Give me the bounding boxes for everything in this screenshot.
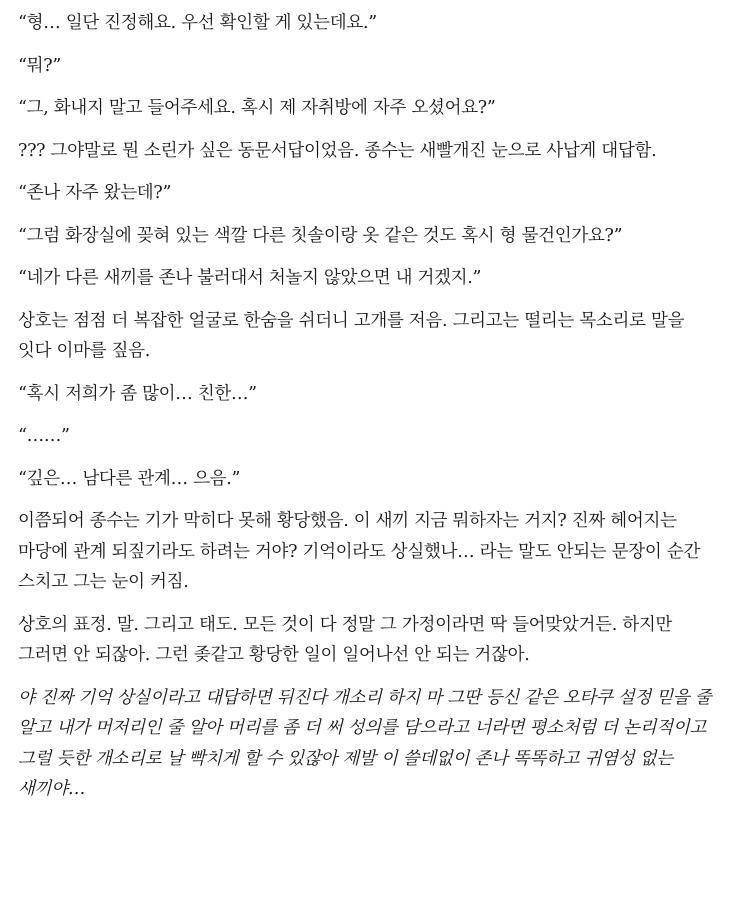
paragraph: ??? 그야말로 뭔 소린가 싶은 동문서답이었음. 종수는 새빨개진 눈으로 사납게 대답함. — [18, 140, 657, 161]
paragraph: “……” — [18, 426, 70, 446]
paragraph: “형… 일단 진정해요. 우선 확인할 게 있는데요.” — [18, 13, 377, 33]
italic-paragraph: 야 진짜 기억 상실이라고 대답하면 뒤진다 개소리 하지 마 그딴 등신 같은 오타쿠 설정 믿을 줄 알고 내가 머저리인 줄 알아 머리를 좀 더 써 성의를 담으라고 너라면 평소처럼 더 논리적이고 그럴 듯한 개소리로 날 빡치게 할 수 있잖아 제발 이 쓸데없이 존나 똑똑하고 귀염성 없는 새끼야… — [18, 687, 712, 799]
paragraph: “네가 다른 새끼를 존나 불러대서 처놀지 않았으면 내 거겠지.” — [18, 268, 482, 288]
paragraph: 이쯤되어 종수는 기가 막히다 못해 황당했음. 이 새끼 지금 뭐하자는 거지? 진짜 헤어지는 마당에 관계 되짚기라도 하려는 거야? 기억이라도 상실했나… 라는 말도 안되는 문장이 순간 스치고 그는 눈이 커짐. — [18, 511, 700, 592]
paragraph: “그, 화내지 말고 들어주세요. 혹시 제 자취방에 자주 오셨어요?” — [18, 98, 496, 118]
paragraph: “존나 자주 왔는데?” — [18, 183, 172, 203]
document-body — [18, 8, 718, 817]
paragraph: 상호의 표정. 말. 그리고 태도. 모든 것이 다 정말 그 가정이라면 딱 들어맞았거든. 하지만 그러면 안 되잖아. 그런 좆같고 황당한 일이 일어나선 안 되는 거잖아. — [18, 614, 673, 665]
paragraph: “깊은… 남다른 관계… 으음.” — [18, 468, 241, 489]
paragraph: “뭐?” — [18, 55, 61, 76]
paragraph: “혹시 저희가 좀 많이… 친한…” — [18, 383, 257, 404]
paragraph: “그럼 화장실에 꽂혀 있는 색깔 다른 칫솔이랑 옷 같은 것도 혹시 형 물건인가요?” — [18, 225, 623, 246]
paragraph: 상호는 점점 더 복잡한 얼굴로 한숨을 쉬더니 고개를 저음. 그리고는 떨리는 목소리로 말을 잇다 이마를 짚음. — [18, 310, 685, 361]
